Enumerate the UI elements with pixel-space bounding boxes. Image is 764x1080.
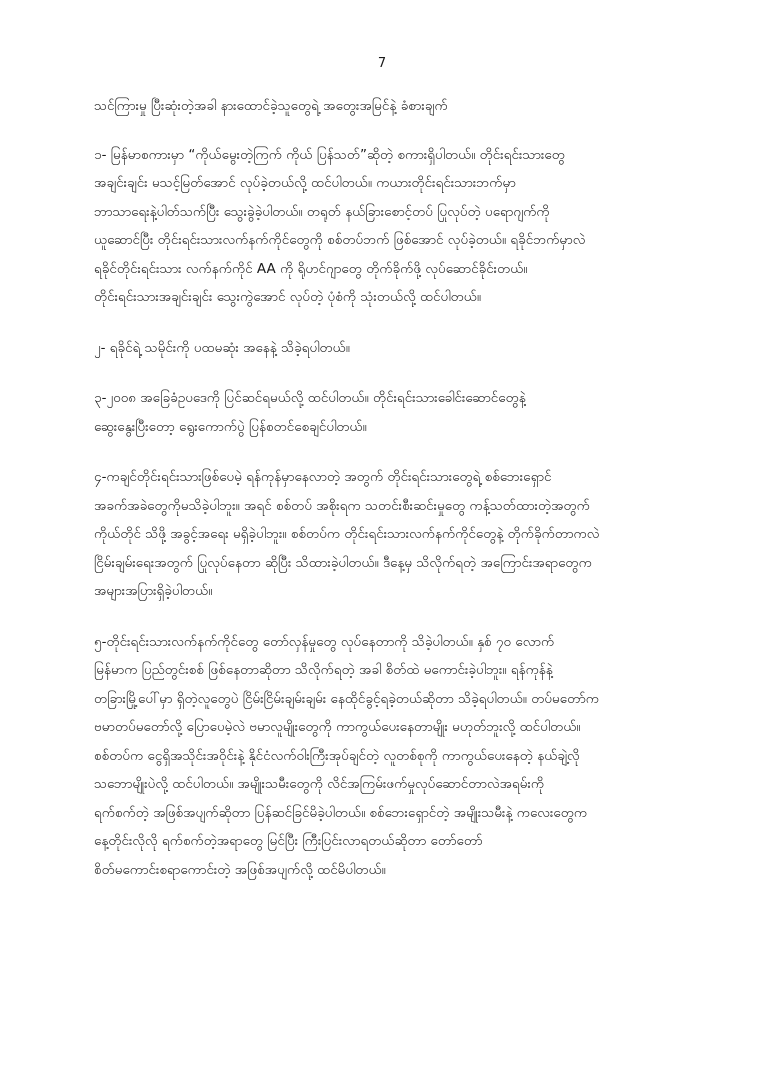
paragraph-line: ၃-၂၀၀၈ အခြေခံဥပဒေကို ပြင်ဆင်ရမယ်လို့ ထင်ပါတယ်။ တိုင်းရင်းသားခေါင်းဆောင်တွေနဲ့ bbox=[94, 390, 526, 406]
paragraph-line: ရက်စက်တဲ့ အဖြစ်အပျက်ဆိုတာ ပြန်ဆင်ခြင်မိခဲ့ပါတယ်။ စစ်ဘေးရှောင်တဲ့ အမျိုးသမီးနဲ့ ကလေးတွေက bbox=[94, 804, 588, 821]
paragraph-line: အများအပြားရှိခဲ့ပါတယ်။ bbox=[94, 583, 213, 599]
paragraph-line: အချင်းချင်း မသင့်မြတ်အောင် လုပ်ခဲ့တယ်လို့ ထင်ပါတယ်။ ကယားတိုင်းရင်းသားဘက်မှာ bbox=[94, 175, 516, 191]
paragraph-line: ၄-ကချင်တိုင်းရင်းသားဖြစ်ပေမဲ့ ရန်ကုန်မှာနေလာတဲ့ အတွက် တိုင်းရင်းသားတွေရဲ့ စစ်ဘေးရှောင် bbox=[94, 469, 552, 485]
paragraph-line: အခက်အခဲတွေကိုမသိခဲ့ပါဘူး။ အရင် စစ်တပ် အစိုးရက သတင်းစီးဆင်းမှုတွေ ကန့်သတ်ထားတဲ့အတွက် bbox=[94, 497, 590, 514]
paragraph-line: ကိုယ်တိုင် သိဖို့ အခွင့်အရေး မရှိခဲ့ပါဘူး။ စစ်တပ်က တိုင်းရင်းသားလက်နက်ကိုင်တွေနဲ့ တိုက်ခိုက်တာကလဲ bbox=[94, 526, 600, 542]
paragraph-line: ၁- မြန်မာစကားမှာ “ကိုယ်မွေးတဲ့ကြက် ကိုယ် ပြန်သတ်”ဆိုတဲ့ စကားရှိပါတယ်။ တိုင်းရင်းသားတွေ bbox=[94, 146, 565, 163]
paragraph-1 bbox=[94, 141, 694, 312]
paragraph-line: ရခိုင်တိုင်းရင်းသား လက်နက်ကိုင် AA ကို ရိုဟင်ဂျာတွေ တိုက်ခိုက်ဖို့ လုပ်ဆောင်ခိုင်းတယ်။ bbox=[94, 260, 528, 277]
paragraph-line: ဘာသာရေးနဲ့ပါတ်သက်ပြီး သွေးခွဲခဲ့ပါတယ်။ တရုတ် နယ်ခြားစောင့်တပ် ပြုလုပ်တဲ့ ပရောဂျက်ကို bbox=[94, 203, 550, 220]
paragraph-line: ဆွေးနွေးပြီးတော့ ရွေးကောက်ပွဲ ပြန်စတင်စေချင်ပါတယ်။ bbox=[94, 418, 367, 435]
paragraph-3 bbox=[94, 384, 694, 441]
paragraph-line: ယူဆောင်ပြီး တိုင်းရင်းသားလက်နက်ကိုင်တွေကို စစ်တပ်ဘက် ဖြစ်အောင် လုပ်ခဲ့တယ်။ ရခိုင်ဘက်မှာလဲ bbox=[94, 232, 586, 248]
paragraph-line: စိတ်မကောင်းစရာကောင်းတဲ့ အဖြစ်အပျက်လို့ ထင်မိပါတယ်။ bbox=[94, 861, 386, 878]
paragraph-line: ဗမာတပ်မတော်လို့ ပြောပေမဲ့လဲ ဗမာလူမျိုးတွေကို ကာကွယ်ပေးနေတာမျိုး မဟုတ်ဘူးလို့ ထင်ပါတယ်။ bbox=[94, 719, 581, 735]
paragraph-line: သဘောမျိုးပဲလို့ ထင်ပါတယ်။ အမျိုးသမီးတွေကို လိင်အကြမ်းဖက်မှုလုပ်ဆောင်တာလဲအရမ်းကို bbox=[94, 776, 545, 792]
paragraph-4 bbox=[94, 463, 694, 606]
paragraph-line: တခြားမြို့ပေါ်မှာ ရှိတဲ့လူတွေပဲ ငြိမ်းငြိမ်းချမ်းချမ်း နေထိုင်ခွင့်ရခဲ့တယ်ဆိုတာ သိခဲ့ရပါတယ်။ တပ်မတော်က bbox=[94, 690, 599, 707]
paragraph-line: ငြိမ်းချမ်းရေးအတွက် ပြုလုပ်နေတာ ဆိုပြီး သိထားခဲ့ပါတယ်။ ဒီနေ့မှ သိလိုက်ရတဲ့ အကြောင်းအရာတွေက bbox=[94, 554, 592, 571]
paragraph-line: နေ့တိုင်းလိုလို ရက်စက်တဲ့အရာတွေ မြင်ပြီး ကြီးပြင်းလာရတယ်ဆိုတာ တော်တော် bbox=[94, 833, 483, 849]
paragraph-line: ၅-တိုင်းရင်းသားလက်နက်ကိုင်တွေ တော်လှန်မှုတွေ လုပ်နေတာကို သိခဲ့ပါတယ်။ နှစ် ၇၀ လောက် bbox=[94, 633, 555, 650]
paragraph-line: စစ်တပ်က ငွေရှိအသိုင်းအဝိုင်းနဲ့ နိုင်ငံလက်ဝါးကြီးအုပ်ချင်တဲ့ လူတစ်စုကို ကာကွယ်ပေးနေတဲ့ နယ်ချဲ့လို bbox=[94, 747, 580, 764]
section-heading: သင်ကြားမှု ပြီးဆုံးတဲ့အခါ နားထောင်ခဲ့သူတွေရဲ့ အတွေးအမြင်နဲ့ ခံစားချက် bbox=[94, 98, 448, 114]
document-body bbox=[94, 92, 694, 906]
paragraph-2 bbox=[94, 334, 694, 363]
paragraph-line: မြန်မာက ပြည်တွင်းစစ် ဖြစ်နေတာဆိုတာ သိလိုက်ရတဲ့ အခါ စိတ်ထဲ မကောင်းခဲ့ပါဘူး။ ရန်ကုန်နဲ့ bbox=[94, 662, 553, 678]
paragraph-line: တိုင်းရင်းသားအချင်းချင်း သွေးကွဲအောင် လုပ်တဲ့ ပုံစံကို သုံးတယ်လို့ ထင်ပါတယ်။ bbox=[94, 289, 481, 305]
paragraph-line: ၂- ရခိုင်ရဲ့ သမိုင်းကို ပထမဆုံး အနေနဲ့ သိခဲ့ရပါတယ်။ bbox=[94, 339, 350, 356]
paragraph-5 bbox=[94, 628, 694, 885]
page-number: 7 bbox=[377, 56, 387, 71]
